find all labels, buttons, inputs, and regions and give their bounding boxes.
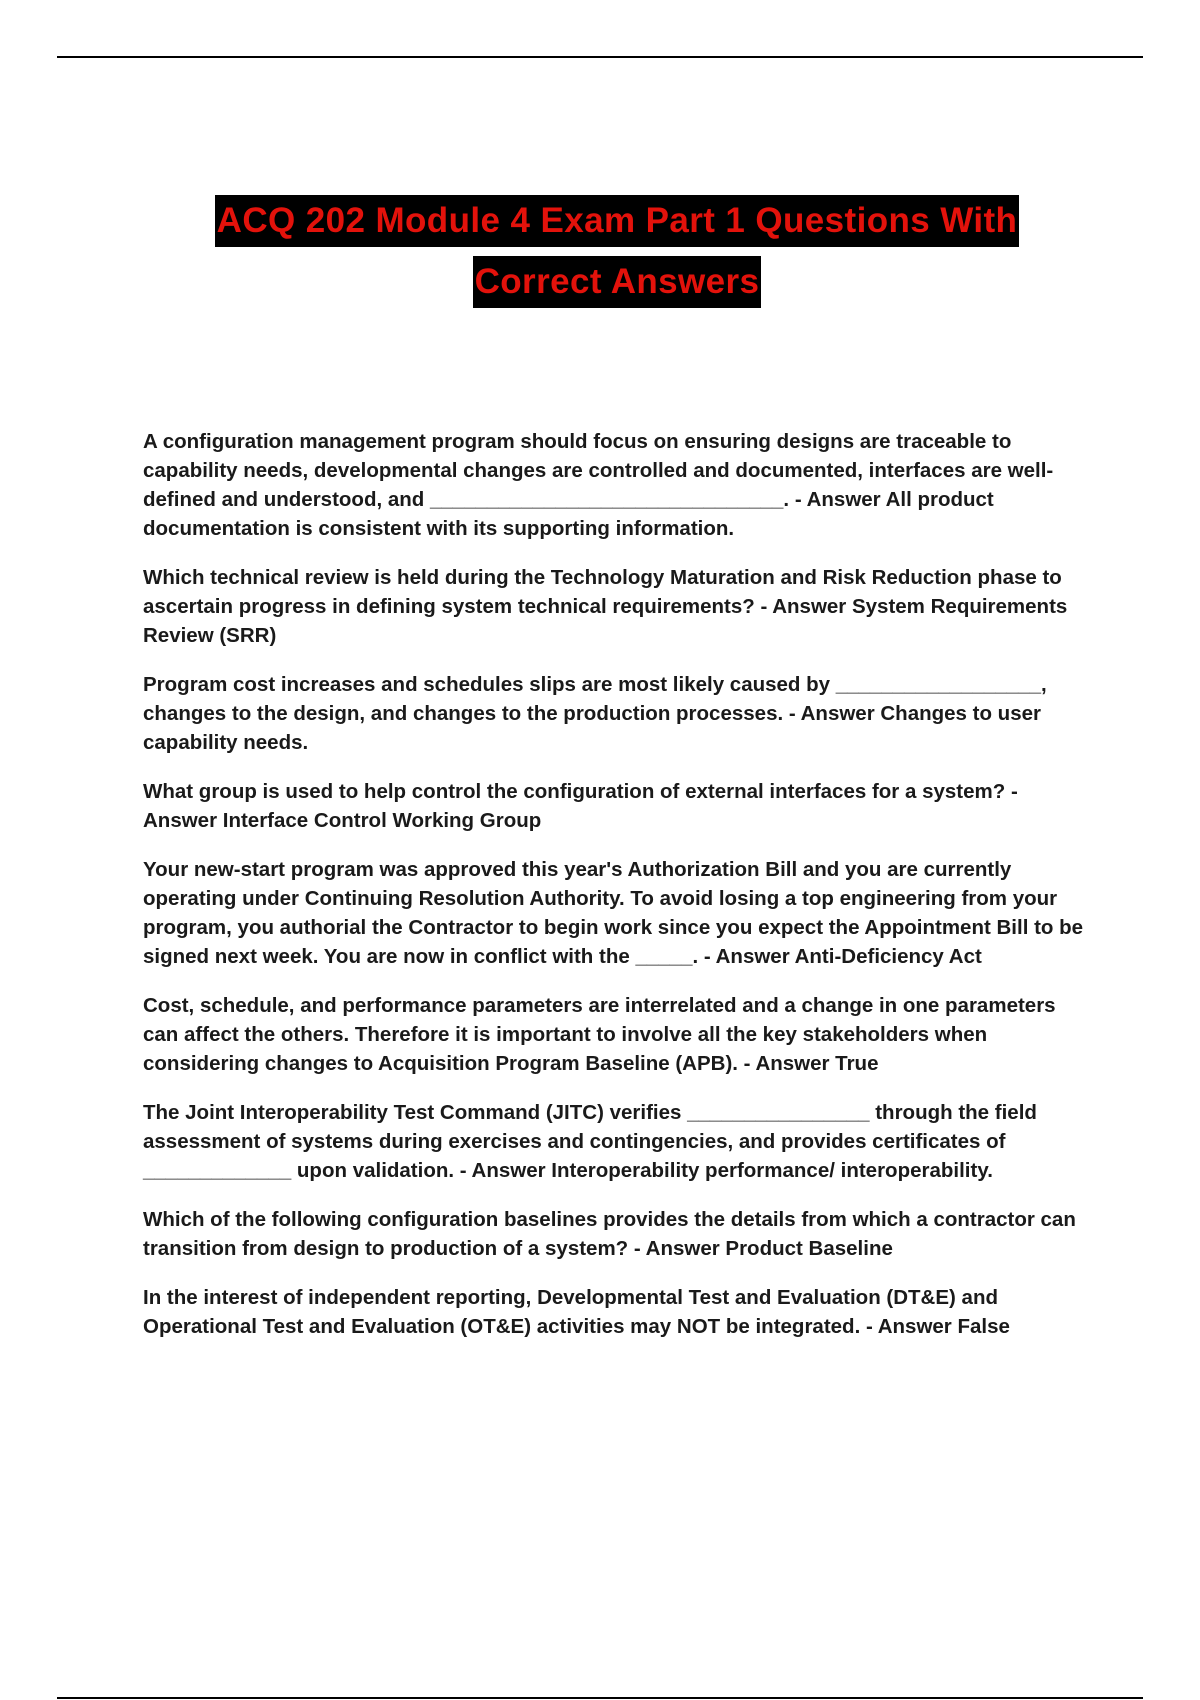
question-answer-list bbox=[143, 427, 1091, 1361]
qa-item-3: Program cost increases and schedules slips are most likely caused by __________________, changes to the design, and changes to the production processes. - Answer Changes to user capability needs. bbox=[143, 673, 1047, 754]
title-line-1: ACQ 202 Module 4 Exam Part 1 Questions With bbox=[215, 195, 1020, 247]
qa-item-9: In the interest of independent reporting, Developmental Test and Evaluation (DT&E) and Operational Test and Evaluation (OT&E) activities may NOT be integrated. - Answer False bbox=[143, 1286, 1010, 1338]
qa-item-1: A configuration management program should focus on ensuring designs are traceable to capability needs, developmental changes are controlled and documented, interfaces are well-defined and understood, and _______________________________. - Answer All product documentation is consistent with its supporting information. bbox=[143, 430, 1054, 540]
document-title bbox=[100, 192, 1134, 314]
qa-item-8: Which of the following configuration baselines provides the details from which a contractor can transition from design to production of a system? - Answer Product Baseline bbox=[143, 1208, 1076, 1260]
qa-item-5: Your new-start program was approved this year's Authorization Bill and you are currently operating under Continuing Resolution Authority. To avoid losing a top engineering from your program, you authorial the Contractor to begin work since you expect the Appointment Bill to be signed next week. You are now in conflict with the _____. - Answer Anti-Deficiency Act bbox=[143, 858, 1084, 968]
title-line-2: Correct Answers bbox=[473, 256, 762, 308]
top-rule bbox=[57, 56, 1143, 58]
qa-item-6: Cost, schedule, and performance parameters are interrelated and a change in one parameters can affect the others. Therefore it is important to involve all the key stakeholders when considering changes to Acquisition Program Baseline (APB). - Answer True bbox=[143, 994, 1056, 1075]
qa-item-4: What group is used to help control the configuration of external interfaces for a system? - Answer Interface Control Working Group bbox=[143, 780, 1018, 832]
qa-item-2: Which technical review is held during the Technology Maturation and Risk Reduction phase to ascertain progress in defining system technical requirements? - Answer System Requirements Review (SRR) bbox=[143, 566, 1068, 647]
qa-item-7: The Joint Interoperability Test Command (JITC) verifies ________________ through the field assessment of systems during exercises and contingencies, and provides certificates of _____________ upon validation. - Answer Interoperability performance/ interoperability. bbox=[143, 1101, 1037, 1182]
bottom-rule bbox=[57, 1697, 1143, 1699]
